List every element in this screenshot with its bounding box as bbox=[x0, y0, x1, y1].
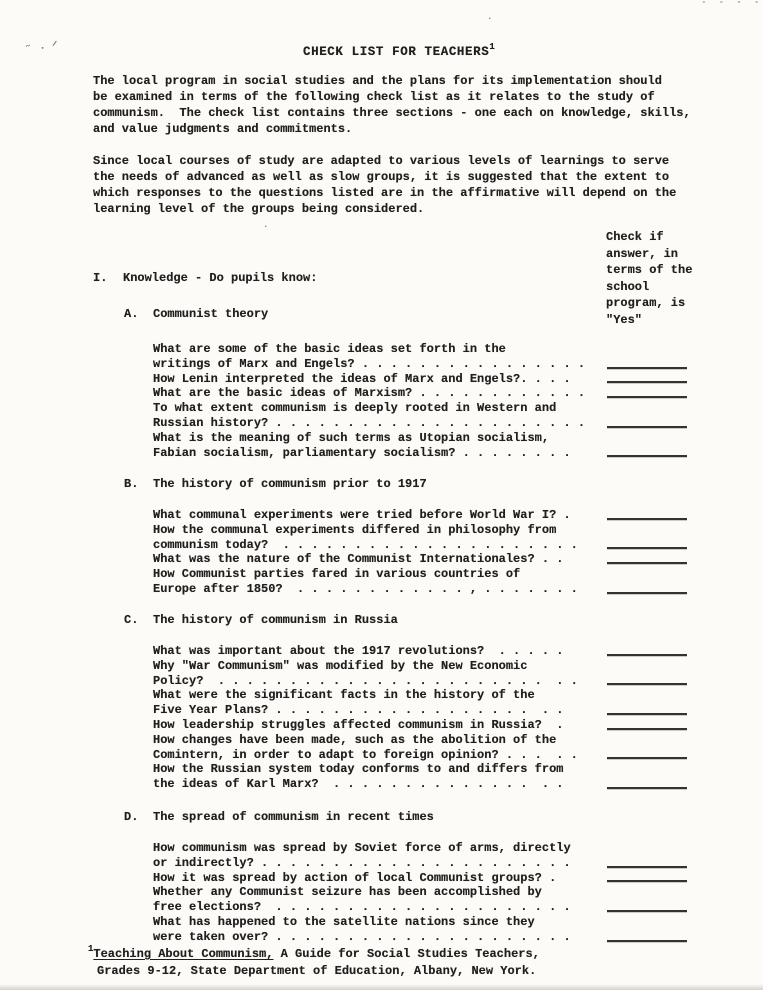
question-line: What is the meaning of such terms as Utopian socialism, bbox=[153, 430, 550, 445]
question-line: How leadership struggles affected communism in Russia? . bbox=[153, 717, 564, 732]
answer-blank-line bbox=[607, 547, 687, 549]
question-line: To what extent communism is deeply rooted in Western and bbox=[153, 401, 557, 416]
scan-speck: . bbox=[263, 220, 269, 230]
question-line: What are the basic ideas of Marxism? . . . . . . . . . . . . bbox=[153, 386, 586, 401]
question-row bbox=[153, 762, 687, 792]
footnote-ref: 1 bbox=[88, 944, 94, 954]
question-list bbox=[153, 342, 687, 460]
footnote: $^1$Teaching About Communism, A Guide for Social Studies Teachers, Grades 9-12, State Department of Education, Albany, New York. bbox=[88, 944, 540, 978]
subsection-title: Communist theory bbox=[153, 307, 269, 321]
question-text bbox=[153, 718, 607, 733]
question-text bbox=[153, 871, 607, 886]
answer-blank-line bbox=[607, 654, 687, 656]
question-text bbox=[153, 762, 607, 792]
question-row bbox=[153, 644, 687, 659]
question-line: What are some of the basic ideas set forth in the bbox=[153, 342, 506, 356]
section-numeral: I. bbox=[93, 271, 108, 285]
question-text bbox=[153, 644, 607, 659]
question-row bbox=[153, 733, 687, 763]
question-line: Policy? . . . . . . . . . . . . . . . . . . . . . . . . . bbox=[153, 673, 578, 688]
intro-paragraph-2: Since local courses of study are adapted to various levels of learnings to serve the needs of advanced as well as slow groups, it is suggested that the extent to which responses to the questions listed are in the affirmative will depend on the learning level of the groups being considered. bbox=[93, 154, 677, 216]
question-row bbox=[153, 523, 687, 553]
question-line: or indirectly? . . . . . . . . . . . . . . . . . . . . . . bbox=[153, 855, 571, 870]
subsection-letter: C. bbox=[124, 613, 139, 627]
question-text bbox=[153, 885, 607, 915]
question-line: Why "War Communism" was modified by the New Economic bbox=[153, 658, 528, 673]
subsection-header bbox=[124, 810, 687, 825]
question-list bbox=[153, 644, 687, 792]
subsection-title: The spread of communism in recent times bbox=[153, 810, 434, 824]
scan-edge-marks: - - - - bbox=[701, 0, 763, 7]
question-text bbox=[153, 733, 607, 763]
question-line: How Lenin interpreted the ideas of Marx and Engels?. . . . bbox=[153, 371, 571, 386]
subsection-title: The history of communism in Russia bbox=[153, 613, 398, 627]
subsection-letter: A. bbox=[124, 307, 139, 321]
question-line: Fabian socialism, parliamentary socialism? . . . . . . . . bbox=[153, 445, 571, 460]
question-row bbox=[153, 401, 687, 431]
question-row bbox=[153, 659, 687, 689]
question-line: How Communist parties fared in various countries of bbox=[153, 567, 521, 582]
question-line: What was important about the 1917 revolutions? . . . . . bbox=[153, 644, 564, 658]
question-line: What were the significant facts in the history of the bbox=[153, 688, 535, 703]
question-line: communism today? . . . . . . . . . . . . . . . . . . . . . bbox=[153, 537, 578, 552]
answer-blank-line bbox=[607, 728, 687, 730]
page-title: CHECK LIST FOR TEACHERS$^1$ bbox=[303, 42, 495, 59]
question-row bbox=[153, 718, 687, 733]
section-heading-knowledge bbox=[93, 271, 317, 285]
answer-blank-line bbox=[607, 455, 687, 457]
question-row bbox=[153, 567, 687, 597]
question-line: What has happened to the satellite nations since they bbox=[153, 914, 535, 929]
answer-blank-line bbox=[607, 910, 687, 912]
question-line: How the communal experiments differed in philosophy from bbox=[153, 522, 557, 537]
title-footnote-ref: 1 bbox=[489, 42, 495, 52]
scan-speck: . bbox=[487, 12, 493, 22]
answer-blank-line bbox=[607, 940, 687, 942]
question-line: Russian history? . . . . . . . . . . . . . . . . . . . . . . bbox=[153, 415, 586, 430]
question-text bbox=[153, 342, 607, 372]
question-text bbox=[153, 431, 607, 461]
question-text bbox=[153, 523, 607, 553]
question-line: the ideas of Karl Marx? . . . . . . . . . . . . . . . . bbox=[153, 777, 564, 792]
subsection-c bbox=[124, 613, 687, 792]
question-row bbox=[153, 885, 687, 915]
subsection-d bbox=[124, 810, 687, 945]
answer-blank-line bbox=[607, 757, 687, 759]
question-row bbox=[153, 431, 687, 461]
section-heading-label: Knowledge - Do pupils know: bbox=[123, 271, 318, 285]
question-text bbox=[153, 841, 607, 871]
question-text bbox=[153, 372, 607, 387]
answer-blank-line bbox=[607, 381, 687, 383]
question-text bbox=[153, 659, 607, 689]
answer-blank-line bbox=[607, 562, 687, 564]
question-text bbox=[153, 688, 607, 718]
question-text bbox=[153, 386, 607, 401]
subsection-a bbox=[124, 307, 687, 460]
scan-smudge: ˝ · ⸍ bbox=[25, 40, 59, 58]
answer-blank-line bbox=[607, 426, 687, 428]
subsection-header bbox=[124, 307, 687, 322]
question-row bbox=[153, 552, 687, 567]
subsection-letter: B. bbox=[124, 477, 139, 491]
question-text bbox=[153, 552, 607, 567]
question-text bbox=[153, 401, 607, 431]
intro-paragraph-1: The local program in social studies and the plans for its implementation should be examined in terms of the following check list as it relates to the study of communism. The check list contains three sections - one each on knowledge, skills, and value judgments and commitments. bbox=[93, 74, 691, 136]
question-line: free elections? . . . . . . . . . . . . . . . . . . . . . bbox=[153, 900, 571, 915]
question-line: How changes have been made, such as the abolition of the bbox=[153, 732, 557, 747]
question-line: writings of Marx and Engels? . . . . . . . . . . . . . . . . bbox=[153, 356, 586, 371]
question-line: Whether any Communist seizure has been accomplished by bbox=[153, 885, 542, 900]
question-text bbox=[153, 508, 607, 523]
answer-blank-line bbox=[607, 880, 687, 882]
question-row bbox=[153, 688, 687, 718]
question-line: Five Year Plans? . . . . . . . . . . . . . . . . . . . . bbox=[153, 703, 564, 718]
question-text bbox=[153, 567, 607, 597]
question-row bbox=[153, 508, 687, 523]
question-row bbox=[153, 342, 687, 372]
question-row bbox=[153, 372, 687, 387]
question-line: How the Russian system today conforms to and differs from bbox=[153, 762, 564, 777]
subsection-title: The history of communism prior to 1917 bbox=[153, 477, 427, 491]
answer-blank-line bbox=[607, 592, 687, 594]
question-row bbox=[153, 871, 687, 886]
answer-blank-line bbox=[607, 367, 687, 369]
question-line: were taken over? . . . . . . . . . . . . . . . . . . . . . bbox=[153, 929, 571, 944]
answer-blank-line bbox=[607, 396, 687, 398]
answer-blank-line bbox=[607, 683, 687, 685]
question-list bbox=[153, 508, 687, 597]
question-line: How it was spread by action of local Communist groups? . bbox=[153, 870, 557, 885]
footnote-source-title: Teaching About Communism, bbox=[93, 947, 274, 961]
question-line: Europe after 1850? . . . . . . . . . . . . , . . . . . . . bbox=[153, 581, 578, 596]
subsection-header bbox=[124, 477, 687, 492]
question-row bbox=[153, 386, 687, 401]
answer-blank-line bbox=[607, 787, 687, 789]
check-column-header: Check if answer, in terms of the school program, is "Yes" bbox=[606, 230, 693, 327]
subsection-letter: D. bbox=[124, 810, 139, 824]
subsection-b bbox=[124, 477, 687, 597]
question-line: What communal experiments were tried before World War I? . bbox=[153, 508, 571, 522]
question-row bbox=[153, 841, 687, 871]
subsection-header bbox=[124, 613, 687, 628]
answer-blank-line bbox=[607, 713, 687, 715]
question-line: How communism was spread by Soviet force of arms, directly bbox=[153, 841, 571, 855]
question-list bbox=[153, 841, 687, 945]
answer-blank-line bbox=[607, 866, 687, 868]
question-line: What was the nature of the Communist Internationales? . . bbox=[153, 552, 564, 567]
question-line: Comintern, in order to adapt to foreign opinion? . . . . . bbox=[153, 747, 578, 762]
answer-blank-line bbox=[607, 518, 687, 520]
